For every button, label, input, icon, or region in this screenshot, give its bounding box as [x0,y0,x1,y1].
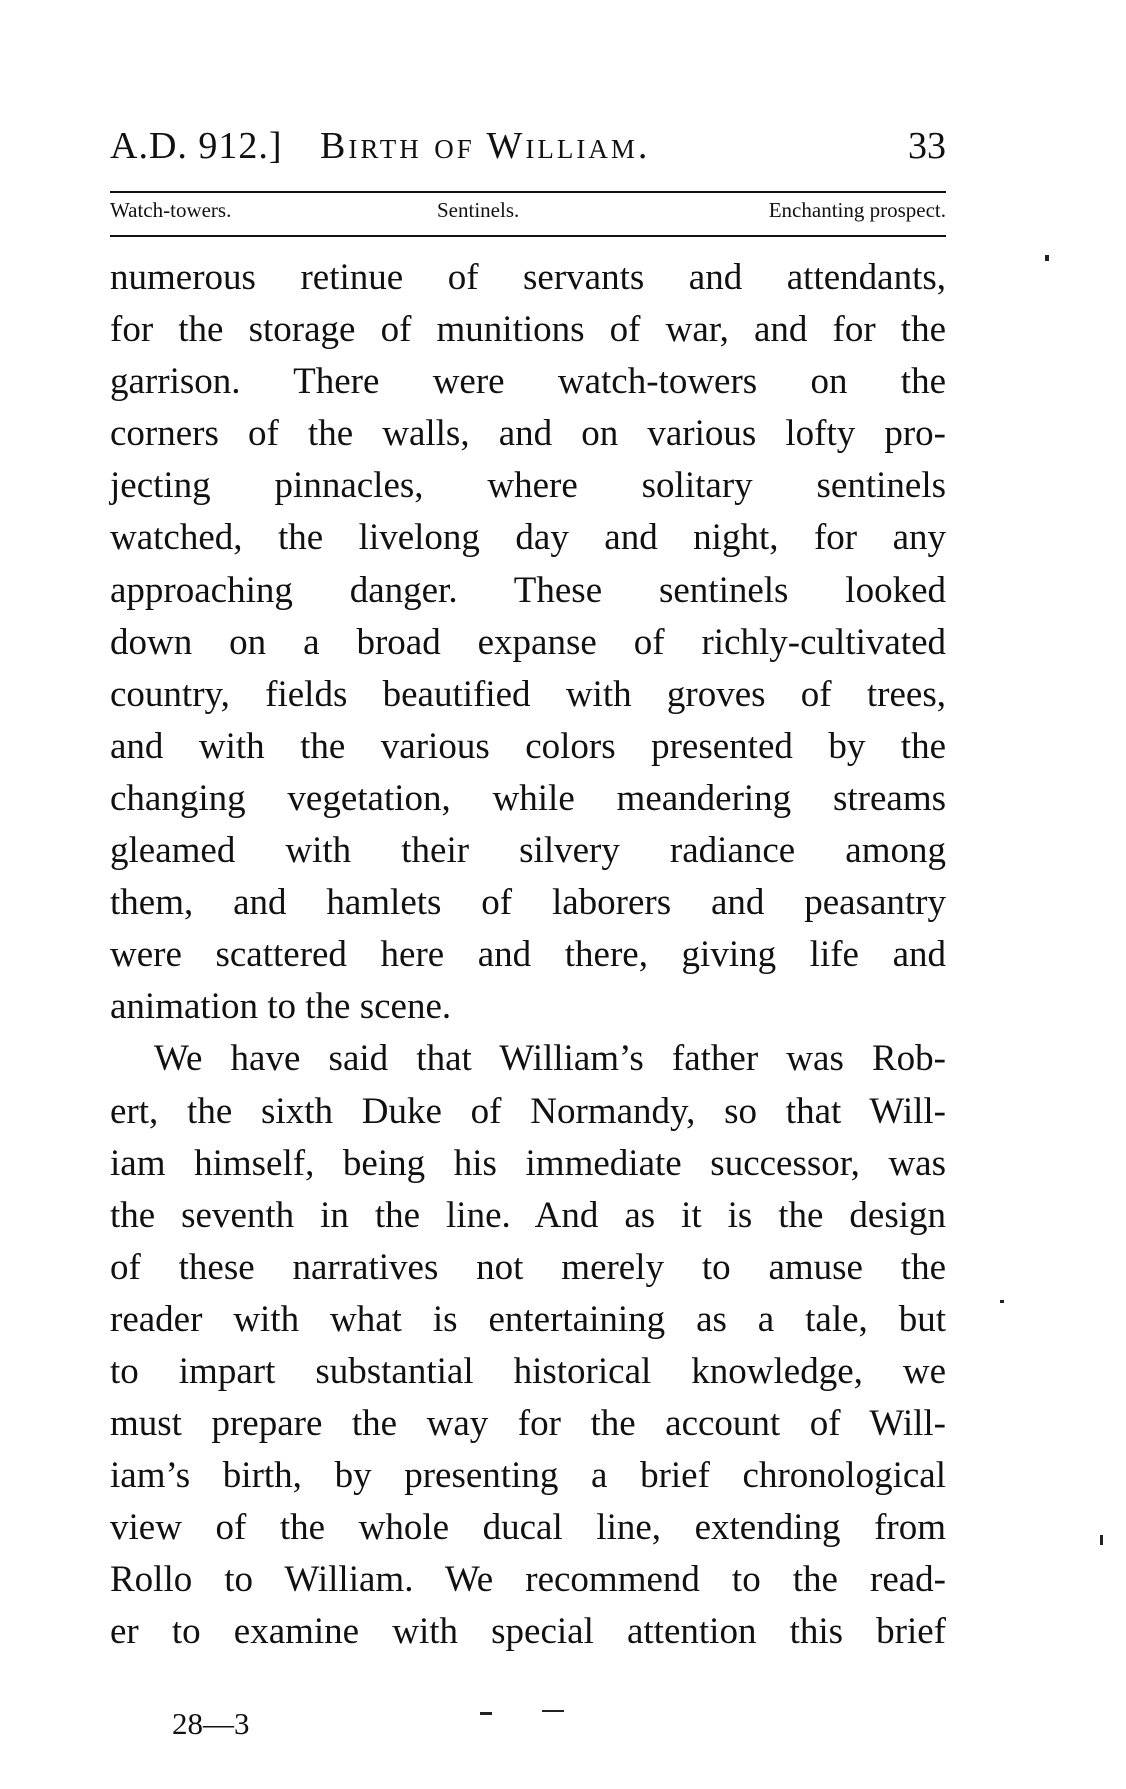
text-line: down on a broad expanse of richly-cultivated [110,621,946,663]
text-line: ert, the sixth Duke of Normandy, so that Will- [110,1090,946,1132]
body-text [110,252,946,1659]
text-line: them, and hamlets of laborers and peasantry [110,882,946,924]
print-speck [480,1712,492,1715]
header-title: Birth of William. [320,125,651,167]
subhead-left: Watch-towers. [110,198,232,222]
printer-signature: 28—3 [172,1706,250,1741]
text-line: er to examine with special attention this brief [110,1611,946,1653]
subheads [110,198,946,226]
text-line: We have said that William’s father was Rob- [154,1038,946,1080]
text-line: were scattered here and there, giving life and [110,934,946,976]
text-line: of these narratives not merely to amuse the [110,1246,946,1288]
text-line: and with the various colors presented by the [110,725,946,767]
text-line: the seventh in the line. And as it is the design [110,1194,946,1236]
text-line: to impart substantial historical knowledge, we [110,1350,946,1392]
text-line: Rollo to William. We recommend to the read- [110,1559,946,1601]
text-line: animation to the scene. [110,986,452,1028]
text-line: reader with what is entertaining as a tale, but [110,1298,946,1340]
text-line: jecting pinnacles, where solitary sentinels [110,465,946,507]
text-line: approaching danger. These sentinels looked [110,569,946,611]
running-head [110,118,946,174]
text-line: garrison. There were watch-towers on the [110,361,946,403]
print-speck [1100,1535,1103,1545]
text-line: watched, the livelong day and night, for any [110,517,946,559]
print-speck [1045,255,1049,261]
text-line: view of the whole ducal line, extending from [110,1507,946,1549]
header-date: A.D. 912.] [110,125,283,167]
paragraph-1 [110,252,946,1033]
text-line: country, fields beautified with groves of trees, [110,673,946,715]
text-line: for the storage of munitions of war, and for the [110,309,946,351]
text-line: iam himself, being his immediate successor, was [110,1142,946,1184]
header-rule-top [110,191,946,193]
print-speck [542,1710,564,1712]
text-line: iam’s birth, by presenting a brief chronological [110,1455,946,1497]
page-number: 33 [908,125,946,167]
paragraph-2 [110,1033,946,1658]
text-line: corners of the walls, and on various lofty pro- [110,413,946,455]
header-rule-bottom [110,235,946,237]
subhead-right: Enchanting prospect. [768,198,946,222]
text-line: numerous retinue of servants and attendants, [110,257,946,298]
print-speck [1000,1300,1004,1303]
subhead-middle: Sentinels. [437,198,520,222]
text-line: changing vegetation, while meandering streams [110,777,946,819]
text-line: must prepare the way for the account of Will- [110,1403,946,1445]
text-line: gleamed with their silvery radiance among [110,830,946,872]
